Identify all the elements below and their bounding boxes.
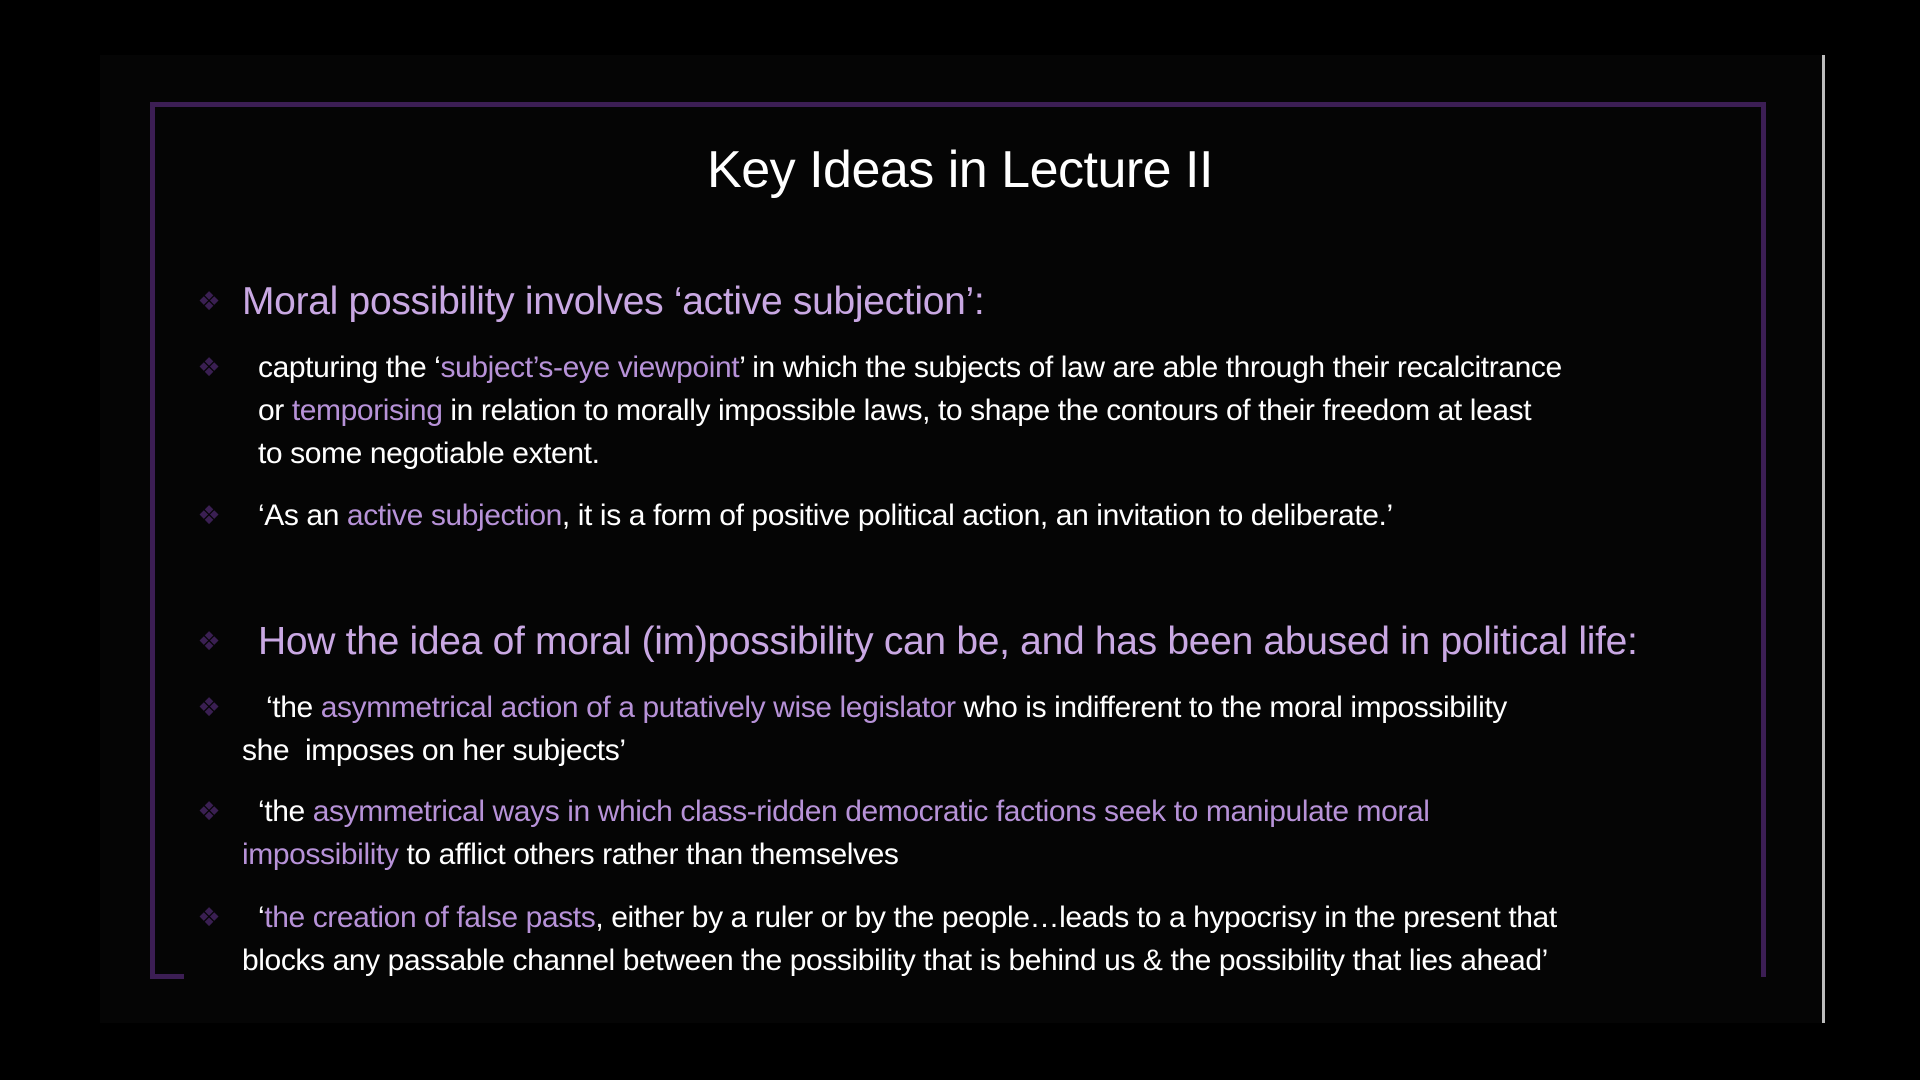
text-line bbox=[258, 346, 1758, 389]
highlight-phrase: the creation of false pasts bbox=[264, 901, 596, 934]
text-line bbox=[242, 686, 1762, 729]
text-run: to some negotiable extent. bbox=[258, 437, 600, 470]
diamond-bullet-icon: ❖ bbox=[197, 500, 221, 530]
section-2-bullet-3 bbox=[196, 896, 1766, 986]
text-run: ‘As an bbox=[258, 499, 347, 532]
highlight-phrase: impossibility bbox=[242, 838, 399, 871]
diamond-bullet-icon: ❖ bbox=[197, 352, 221, 382]
text-line bbox=[242, 729, 1762, 772]
diamond-bullet-icon: ❖ bbox=[197, 796, 221, 826]
text-line bbox=[258, 389, 1758, 432]
section-2-heading: How the idea of moral (im)possibility can be, and has been abused in political life: bbox=[258, 620, 1638, 663]
slide-title: Key Ideas in Lecture II bbox=[707, 141, 1213, 199]
text-run: in relation to morally impossible laws, to shape the contours of their freedom at least bbox=[442, 394, 1532, 427]
text-run: she imposes on her subjects’ bbox=[242, 734, 626, 767]
text-run: blocks any passable channel between the possibility that is behind us & the possibility that lies ahead’ bbox=[242, 944, 1548, 977]
text-line bbox=[242, 896, 1766, 939]
diamond-bullet-icon: ❖ bbox=[197, 626, 221, 656]
text-line bbox=[242, 833, 1762, 876]
bullet-text bbox=[258, 346, 1758, 475]
text-run: ‘the bbox=[258, 795, 313, 828]
text-line bbox=[242, 790, 1762, 833]
slide-frame-corner bbox=[150, 974, 184, 979]
bullet-text bbox=[242, 790, 1762, 876]
text-run: to afflict others rather than themselves bbox=[398, 838, 899, 871]
highlight-phrase: active subjection bbox=[346, 499, 562, 532]
highlight-phrase: asymmetrical ways in which class-ridden democratic factions seek to manipulate moral bbox=[312, 795, 1430, 828]
text-run: who is indifferent to the moral impossibility bbox=[955, 691, 1507, 724]
text-line bbox=[242, 939, 1766, 982]
text-run: capturing the ‘ bbox=[258, 351, 441, 384]
text-line bbox=[258, 432, 1758, 475]
highlight-phrase: subject’s-eye viewpoint bbox=[440, 351, 740, 384]
diamond-bullet-icon: ❖ bbox=[197, 902, 221, 932]
section-2 bbox=[196, 620, 1766, 670]
section-2-bullet-1 bbox=[196, 686, 1766, 776]
section-1-heading: Moral possibility involves ‘active subjection’: bbox=[242, 280, 985, 323]
highlight-phrase: asymmetrical action of a putatively wise legislator bbox=[320, 691, 956, 724]
text-run: ‘ bbox=[258, 901, 265, 934]
slide-edge-line bbox=[1822, 55, 1825, 1023]
bullet-text bbox=[242, 686, 1762, 772]
section-1-bullet-2 bbox=[196, 494, 1766, 539]
section-1-bullet-1 bbox=[196, 346, 1766, 481]
text-run: ’ in which the subjects of law are able through their recalcitrance bbox=[739, 351, 1562, 384]
text-run: , either by a ruler or by the people…leads to a hypocrisy in the present that bbox=[595, 901, 1557, 934]
section-1 bbox=[196, 280, 1766, 330]
bullet-text bbox=[242, 896, 1766, 982]
diamond-bullet-icon: ❖ bbox=[197, 286, 221, 316]
section-2-bullet-2 bbox=[196, 790, 1766, 880]
text-run: or bbox=[258, 394, 292, 427]
text-run: , it is a form of positive political action, an invitation to deliberate.’ bbox=[561, 499, 1393, 532]
text-run: ‘the bbox=[266, 691, 321, 724]
diamond-bullet-icon: ❖ bbox=[197, 692, 221, 722]
bullet-text bbox=[258, 494, 1758, 537]
highlight-phrase: temporising bbox=[291, 394, 443, 427]
